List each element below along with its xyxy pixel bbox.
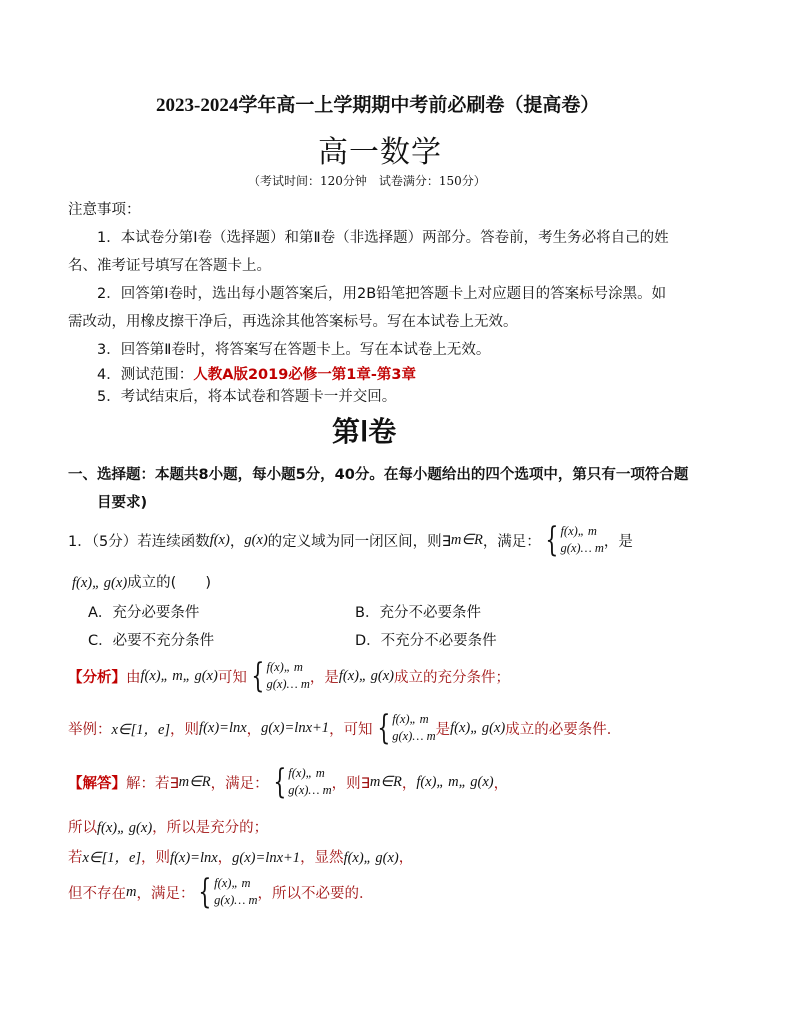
analysis-text: ，是 (309, 669, 339, 686)
solution-line-4 (68, 872, 374, 912)
solution-text: 所以 (68, 820, 97, 836)
example-text: 是 (435, 721, 451, 738)
brace-icon: { (376, 708, 390, 748)
math-expression: g(x)=lnx+1 (232, 850, 301, 866)
system-line: g(x)… m (214, 893, 258, 907)
notice-item-5: 5．考试结束后，将本试卷和答题卡一并交回。 (97, 389, 397, 405)
math-expression: f(x)„ m„ g(x) (416, 773, 494, 790)
question-1-number: 1．（5分）若连续函数 (68, 533, 210, 550)
analysis-text: 由 (126, 669, 141, 686)
solution-line-1 (68, 762, 508, 802)
solution-line-3 (68, 846, 413, 867)
question-1-text: ，满足： (482, 533, 541, 550)
page-title: 高一数学 (318, 135, 442, 170)
notice-item-1-line-2: 名、准考证号填写在答题卡上。 (68, 258, 271, 274)
section-heading: 第Ⅰ卷 (332, 417, 397, 448)
system-line: f(x)„ m (214, 876, 251, 890)
math-fx: f(x) (209, 531, 230, 548)
option-a[interactable]: A．充分必要条件 (88, 605, 200, 621)
section-instruction-line-2: 目要求) (97, 495, 148, 511)
option-c[interactable]: C．必要不充分条件 (88, 633, 215, 649)
notice-heading: 注意事项： (68, 202, 141, 218)
system-line: g(x)… m (288, 783, 332, 797)
system-line: g(x)… m (266, 677, 310, 691)
math-m-in-r: m∈R (178, 773, 211, 790)
math-gx: g(x) (244, 531, 268, 548)
math-m-in-r: m∈R (369, 773, 402, 790)
system-line: g(x)… m (392, 729, 436, 743)
solution-text: ， (398, 850, 414, 866)
system-line: g(x)… m (560, 541, 604, 555)
exam-info: （考试时间：120分钟 试卷满分：150分） (248, 174, 486, 188)
solution-text: ， (217, 850, 233, 866)
math-expression: x∈[1，e] (111, 721, 171, 738)
solution-text: ，显然 (300, 850, 344, 866)
solution-text: 但不存在 (68, 885, 126, 902)
solution-text: ， (493, 775, 509, 792)
math-expression: f(x)„ g(x) (343, 850, 399, 866)
system-line: f(x)„ m (288, 766, 325, 780)
notice-item-3: 3．回答第Ⅱ卷时，将答案写在答题卡上。写在本试卷上无效。 (97, 342, 491, 358)
system-line: f(x)„ m (266, 660, 303, 674)
solution-text: ，满足： (210, 775, 269, 792)
inequality-system (194, 872, 258, 912)
math-expression: f(x)„ g(x) (338, 667, 395, 684)
brace-icon: { (545, 520, 559, 560)
solution-line-2 (68, 816, 268, 837)
brace-icon: { (198, 872, 212, 912)
notice-item-1-line-1: 1．本试卷分第Ⅰ卷（选择题）和第Ⅱ卷（非选择题）两部分。答卷前，考生务必将自己的姓 (97, 230, 669, 246)
analysis-line (68, 656, 510, 696)
solution-text: ，所以是充分的； (152, 820, 269, 836)
notice-item-4-prefix: 4．测试范围： (97, 367, 194, 383)
solution-text: ， (401, 775, 417, 792)
question-1-stem (68, 520, 633, 560)
separator: ， (229, 533, 245, 550)
solution-text: ，所以不必要的． (257, 885, 374, 902)
math-expression: f(x)„ g(x) (72, 575, 128, 591)
inequality-system (269, 762, 332, 802)
question-1-text: 的定义域为同一闭区间，则∃ (267, 533, 451, 550)
notice-item-2-line-2: 需改动，用橡皮擦干净后，再选涂其他答案标号。写在本试卷上无效。 (68, 314, 518, 330)
system-line: f(x)„ m (392, 712, 429, 726)
solution-text: 解：若∃ (126, 775, 179, 792)
inequality-system (247, 656, 310, 696)
example-text: 成立的必要条件． (505, 721, 622, 738)
math-expression: f(x)„ g(x) (450, 719, 506, 736)
example-text: 举例： (68, 721, 112, 738)
system-line: f(x)„ m (560, 524, 597, 538)
brace-icon: { (272, 762, 286, 802)
example-text: ，则 (170, 721, 200, 738)
math-m-in-r: m∈R (450, 531, 483, 548)
question-1-text: 成立的( ) (127, 575, 211, 591)
notice-item-2-line-1: 2．回答第Ⅰ卷时，选出每小题答案后，用2B铅笔把答题卡上对应题目的答案标号涂黑。如 (97, 286, 667, 302)
question-1-text: ，是 (603, 533, 633, 550)
option-b[interactable]: B．充分不必要条件 (355, 605, 481, 621)
analysis-text: 成立的充分条件； (394, 669, 511, 686)
solution-text: 若 (68, 850, 83, 866)
math-expression: f(x)=lnx (170, 850, 218, 866)
example-line (68, 708, 621, 748)
solution-text: ，则 (141, 850, 171, 866)
math-m: m (126, 883, 137, 900)
math-expression: x∈[1，e] (82, 850, 142, 866)
option-d[interactable]: D．不充分不必要条件 (355, 633, 497, 649)
exam-subtitle: 2023-2024学年高一上学期期中考前必刷卷（提高卷） (156, 95, 600, 116)
notice-item-4 (97, 363, 416, 384)
question-1-stem-line-2 (72, 571, 211, 592)
example-text: ，可知 (329, 721, 373, 738)
section-instruction-line-1: 一、选择题：本题共8小题，每小题5分，40分。在每小题给出的四个选项中，第只有一项符合题 (68, 467, 689, 483)
example-text: ， (246, 721, 262, 738)
analysis-tag: 【分析】 (68, 669, 126, 686)
math-expression: f(x)=lnx (199, 719, 247, 736)
solution-text: ，满足： (136, 885, 195, 902)
brace-icon: { (251, 656, 265, 696)
math-expression: f(x)„ m„ g(x) (140, 667, 218, 684)
test-scope: 人教A版2019必修一第1章-第3章 (193, 367, 417, 383)
analysis-text: 可知 (217, 669, 247, 686)
math-expression: f(x)„ g(x) (97, 820, 153, 836)
solution-tag: 【解答】 (68, 775, 126, 792)
inequality-system (373, 708, 436, 748)
solution-text: ，则∃ (331, 775, 370, 792)
inequality-system (541, 520, 604, 560)
math-expression: g(x)=lnx+1 (261, 719, 330, 736)
